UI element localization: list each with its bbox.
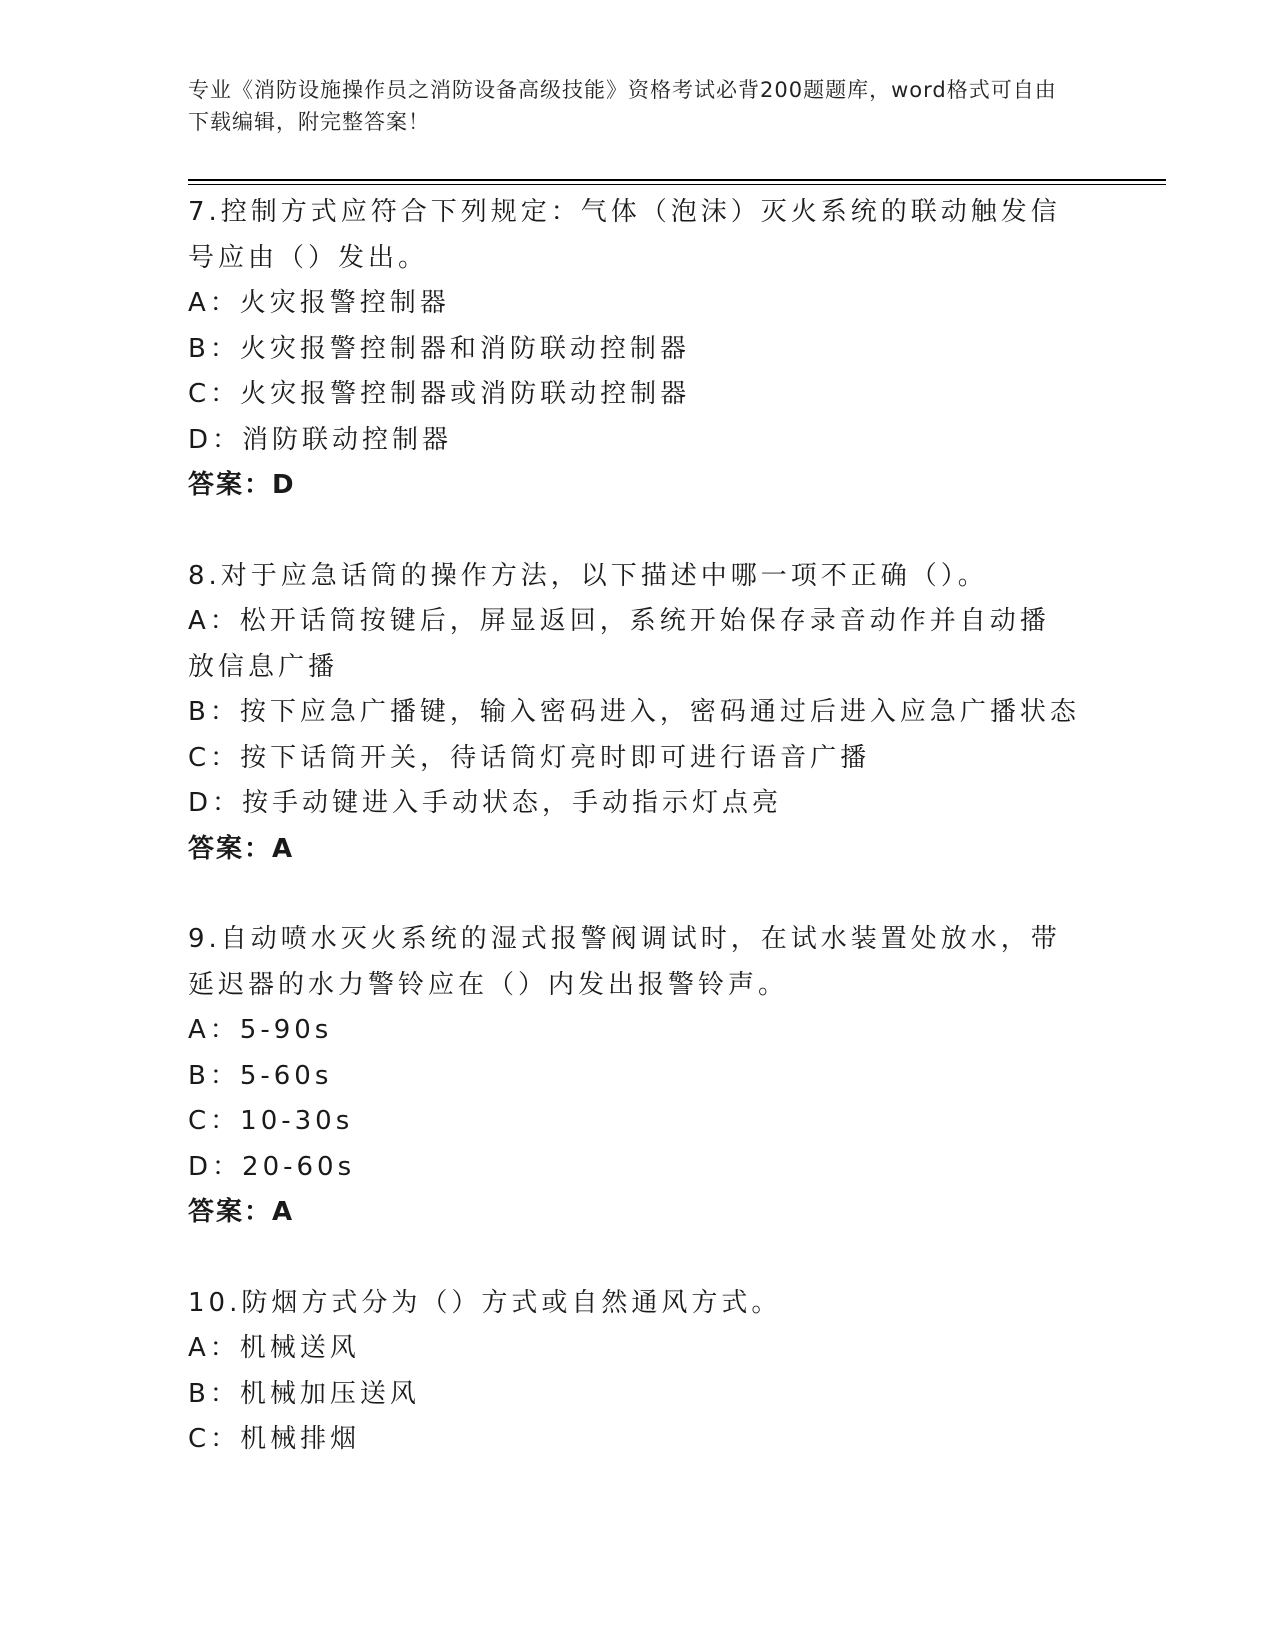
option-d: D：消防联动控制器 (188, 424, 453, 455)
question-9 (188, 917, 1088, 1236)
option-b: B：5-60s (188, 1060, 333, 1091)
option-c: C：按下话筒开关，待话筒灯亮时即可进行语音广播 (188, 742, 871, 773)
question-stem: 8.对于应急话筒的操作方法，以下描述中哪一项不正确（）。 (188, 560, 988, 591)
question-stem: 7.控制方式应符合下列规定：气体（泡沫）灭火系统的联动触发信号应由（）发出。 (188, 197, 1061, 273)
header-rule-thin (188, 184, 1166, 185)
header-rule-thick (188, 179, 1166, 181)
document-header: 专业《消防设施操作员之消防设备高级技能》资格考试必背200题题库，word格式可自由下载编辑，附完整答案！ (188, 78, 1057, 134)
question-list (188, 190, 1088, 1508)
answer-line: 答案：A (188, 833, 295, 864)
answer-line: 答案：A (188, 1197, 295, 1227)
option-b: B：按下应急广播键，输入密码进入，密码通过后进入应急广播状态 (188, 697, 1080, 727)
answer-line: 答案：D (188, 470, 296, 500)
option-c: C：10-30s (188, 1106, 354, 1136)
option-a: A：松开话筒按键后，屏显返回，系统开始保存录音动作并自动播放信息广播 (188, 606, 1050, 682)
option-a: A：机械送风 (188, 1333, 360, 1363)
option-c: C：火灾报警控制器或消防联动控制器 (188, 379, 691, 409)
question-stem: 9.自动喷水灭火系统的湿式报警阀调试时，在试水装置处放水，带延迟器的水力警铃应在（）内发出报警铃声。 (188, 924, 1061, 1000)
option-a: A：火灾报警控制器 (188, 288, 450, 318)
option-a: A：5-90s (188, 1015, 333, 1045)
question-stem: 10.防烟方式分为（）方式或自然通风方式。 (188, 1287, 782, 1318)
option-c: C：机械排烟 (188, 1424, 361, 1454)
option-d: D：按手动键进入手动状态，手动指示灯点亮 (188, 788, 783, 818)
question-7 (188, 190, 1088, 509)
question-8 (188, 554, 1088, 873)
question-10 (188, 1281, 1088, 1463)
option-b: B：火灾报警控制器和消防联动控制器 (188, 333, 690, 364)
option-b: B：机械加压送风 (188, 1378, 420, 1409)
option-d: D：20-60s (188, 1151, 356, 1182)
